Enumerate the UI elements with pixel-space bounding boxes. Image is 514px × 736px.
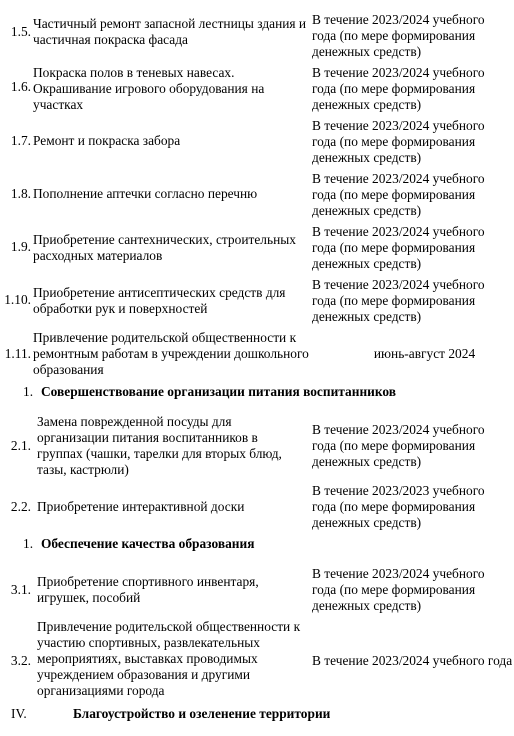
row-text: Приобретение интерактивной доски [37, 499, 245, 514]
table-row [0, 330, 514, 378]
row-text: Приобретение антисептических средств для обработки рук и поверхностей [33, 285, 286, 316]
table-row [0, 118, 514, 166]
section-number: 1. [23, 384, 34, 399]
section-number: 1. [23, 536, 34, 551]
section-title: Благоустройство и озеленение территории [73, 706, 331, 721]
section-heading [0, 706, 514, 722]
row-period: В течение 2023/2024 учебного года [312, 653, 513, 668]
row-number: 1.9. [10, 239, 31, 254]
section-title: Совершенствование организации питания воспитанников [41, 384, 397, 399]
row-text: Ремонт и покраска забора [33, 133, 181, 148]
row-period: В течение 2023/2024 учебного года (по мере формирования денежных средств) [312, 118, 485, 165]
row-text: Пополнение аптечки согласно перечню [33, 186, 258, 201]
row-text: Приобретение спортивного инвентаря, игрушек, пособий [37, 574, 259, 605]
row-period: В течение 2023/2024 учебного года (по мере формирования денежных средств) [312, 12, 485, 59]
table-row [0, 619, 514, 699]
row-number: 2.1. [10, 438, 31, 453]
row-number: 3.2. [10, 653, 31, 668]
row-number: 1.7. [10, 133, 31, 148]
row-text: Покраска полов в теневых навесах. Окрашивание игрового оборудования на участках [33, 65, 265, 112]
row-period: В течение 2023/2024 учебного года (по мере формирования денежных средств) [312, 422, 485, 469]
row-number: 1.5. [10, 24, 31, 39]
section-heading [0, 536, 514, 552]
row-number: 1.10. [4, 292, 31, 307]
row-period: В течение 2023/2024 учебного года (по мере формирования денежных средств) [312, 277, 485, 324]
section-heading [0, 384, 514, 400]
row-period: В течение 2023/2024 учебного года (по мере формирования денежных средств) [312, 566, 485, 613]
row-number: 1.8. [10, 186, 31, 201]
row-text: Привлечение родительской общественности к ремонтным работам в учреждении дошкольного образования [33, 330, 309, 377]
row-number: 2.2. [10, 499, 31, 514]
row-period: В течение 2023/2024 учебного года (по мере формирования денежных средств) [312, 224, 485, 271]
row-period: В течение 2023/2024 учебного года (по мере формирования денежных средств) [312, 171, 485, 218]
row-text: Замена поврежденной посуды для организации питания воспитанников в группах (чашки, тарелки для вторых блюд, тазы, кастрюли) [37, 414, 282, 477]
table-row [0, 566, 514, 614]
row-text: Частичный ремонт запасной лестницы здания и частичная покраска фасада [33, 16, 307, 47]
section-title: Обеспечение качества образования [41, 536, 255, 551]
table-row [0, 277, 514, 325]
section-number: IV. [11, 706, 27, 721]
row-period: В течение 2023/2024 учебного года (по мере формирования денежных средств) [312, 65, 485, 112]
row-period: В течение 2023/2023 учебного года (по мере формирования денежных средств) [312, 483, 485, 530]
row-number: 3.1. [10, 582, 31, 597]
row-text: Привлечение родительской общественности к участию спортивных, развлекательных мероприятиях, выставках проводимых учреждением образования и другими организациями города [37, 619, 301, 698]
table-row [0, 12, 514, 59]
row-text: Приобретение сантехнических, строительных расходных материалов [33, 232, 296, 263]
table-row [0, 224, 514, 272]
table-row [0, 65, 514, 113]
table-row [0, 171, 514, 219]
table-row [0, 483, 514, 531]
table-row [0, 414, 514, 478]
row-number: 1.11. [4, 346, 31, 361]
row-period: июнь-август 2024 [373, 346, 476, 361]
row-number: 1.6. [10, 79, 31, 94]
